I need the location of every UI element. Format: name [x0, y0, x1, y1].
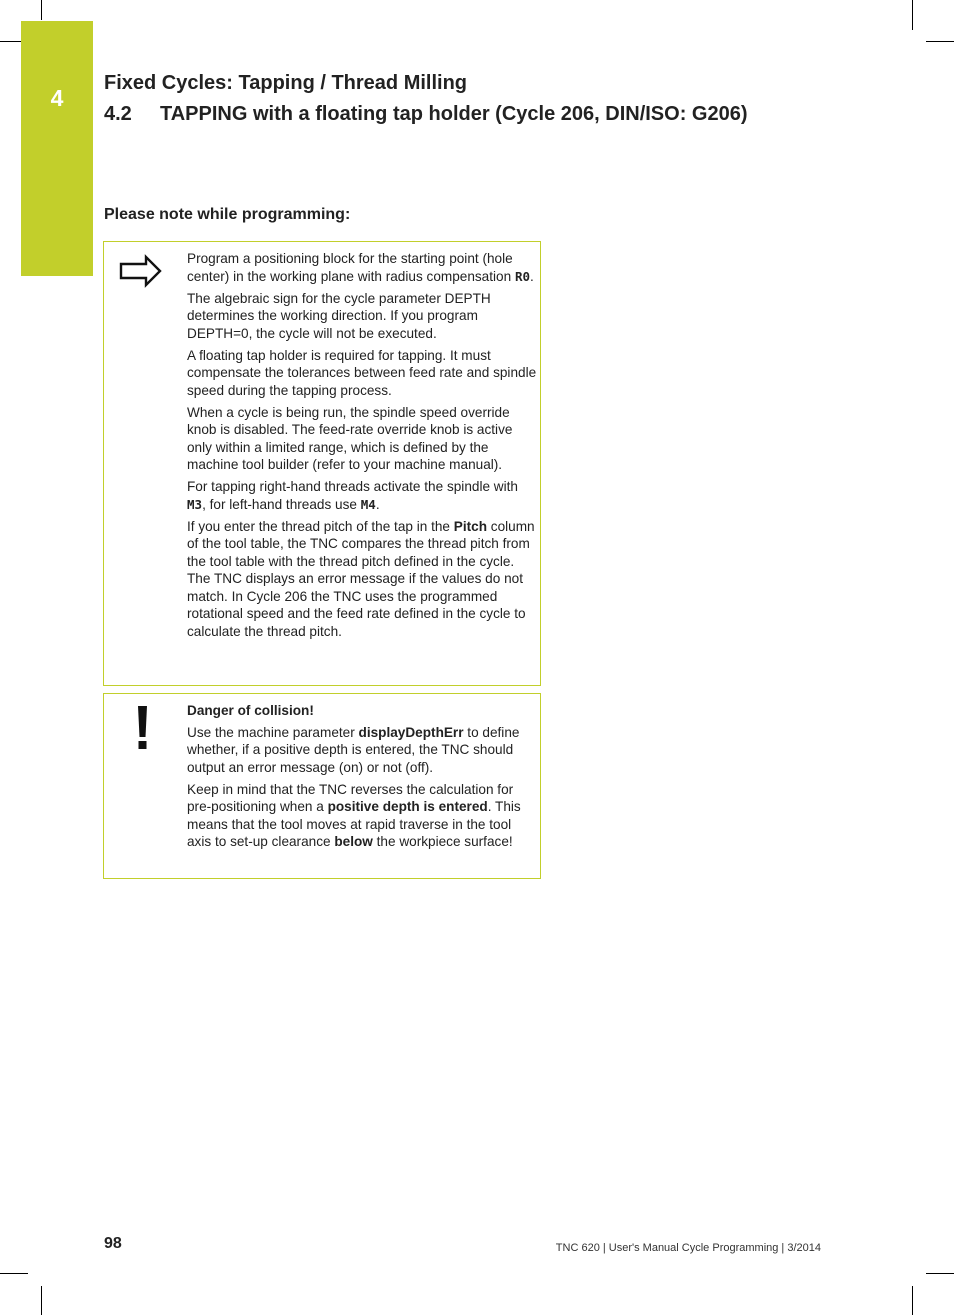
text-span: the workpiece surface! [372, 834, 513, 849]
crop-mark [926, 1273, 954, 1274]
bold-pitch: Pitch [453, 518, 487, 534]
section-title-text: TAPPING with a floating tap holder (Cycle 206, DIN/ISO: G206) [160, 103, 748, 125]
chapter-number: 4 [50, 85, 64, 111]
chapter-tab [21, 21, 93, 276]
footer-text: TNC 620 | User's Manual Cycle Programming | 3/2014 [555, 1242, 821, 1254]
crop-mark [0, 1273, 28, 1274]
crop-mark [912, 0, 913, 30]
warning-text [187, 702, 537, 855]
bold-below: below [334, 834, 373, 849]
crop-mark [0, 41, 22, 42]
note-box [103, 241, 541, 686]
text-span: . [375, 496, 380, 512]
text-span: . [530, 268, 534, 284]
page-number: 98 [104, 1235, 122, 1252]
crop-mark [41, 1286, 42, 1315]
note-paragraph: When a cycle is being run, the spindle speed override knob is disabled. The feed-rate override knob is active only within a limited range, which is defined by the machine tool builder (refer to your machine manual). [187, 404, 513, 472]
code-m3: M3 [187, 496, 203, 512]
bold-parameter: displayDepthErr [358, 724, 464, 740]
warning-heading [187, 702, 537, 720]
text-span: column of the tool table, the TNC compares the thread pitch from the tool table with the thread pitch defined in the cycle. The TNC displays an error message if the values do not match. In Cycle 206 the TNC uses the programmed rotational speed and the feed rate defined in the cycle to calculate the thread pitch. [187, 518, 535, 639]
note-paragraph [187, 518, 537, 641]
warning-paragraph [187, 724, 537, 777]
warning-heading-text: Danger of collision! [187, 703, 314, 718]
bold-positive-depth: positive depth is entered [327, 799, 488, 814]
note-text [187, 250, 537, 645]
text-span: If you enter the thread pitch of the tap in the [187, 518, 454, 534]
subheading: Please note while programming: [104, 206, 351, 223]
text-span: , for left-hand threads use [202, 496, 361, 512]
warning-box [103, 693, 541, 879]
warning-paragraph [187, 781, 537, 851]
code-r0: R0 [514, 268, 530, 284]
text-span: . This means that the tool moves at rapid traverse in the tool axis to set-up clearance [187, 799, 521, 849]
crop-mark [912, 1286, 913, 1315]
crop-mark [41, 0, 42, 20]
crop-mark [926, 41, 954, 42]
note-paragraph: The algebraic sign for the cycle parameter DEPTH determines the working direction. If you program DEPTH=0, the cycle will not be executed. [187, 290, 491, 341]
arrow-right-icon [118, 254, 164, 293]
code-m4: M4 [360, 496, 376, 512]
note-paragraph [187, 478, 537, 513]
text-span: Keep in mind that the TNC reverses the calculation for pre-positioning when a [187, 781, 514, 814]
exclamation-icon [136, 704, 150, 757]
text-span: Use the machine parameter [187, 724, 359, 740]
note-paragraph: A floating tap holder is required for tapping. It must compensate the tolerances between feed rate and spindle speed during the tapping process. [187, 347, 537, 398]
text-span: For tapping right-hand threads activate the spindle with [187, 479, 518, 494]
chapter-title: Fixed Cycles: Tapping / Thread Milling [104, 72, 468, 94]
section-title [104, 103, 748, 126]
section-number: 4.2 [104, 103, 132, 125]
text-span: to define whether, if a positive depth is entered, the TNC should output an error message (on) or not (off). [187, 724, 520, 775]
note-paragraph [187, 250, 537, 285]
text-span: Program a positioning block for the starting point (hole center) in the working plane with radius compensation [187, 251, 515, 284]
